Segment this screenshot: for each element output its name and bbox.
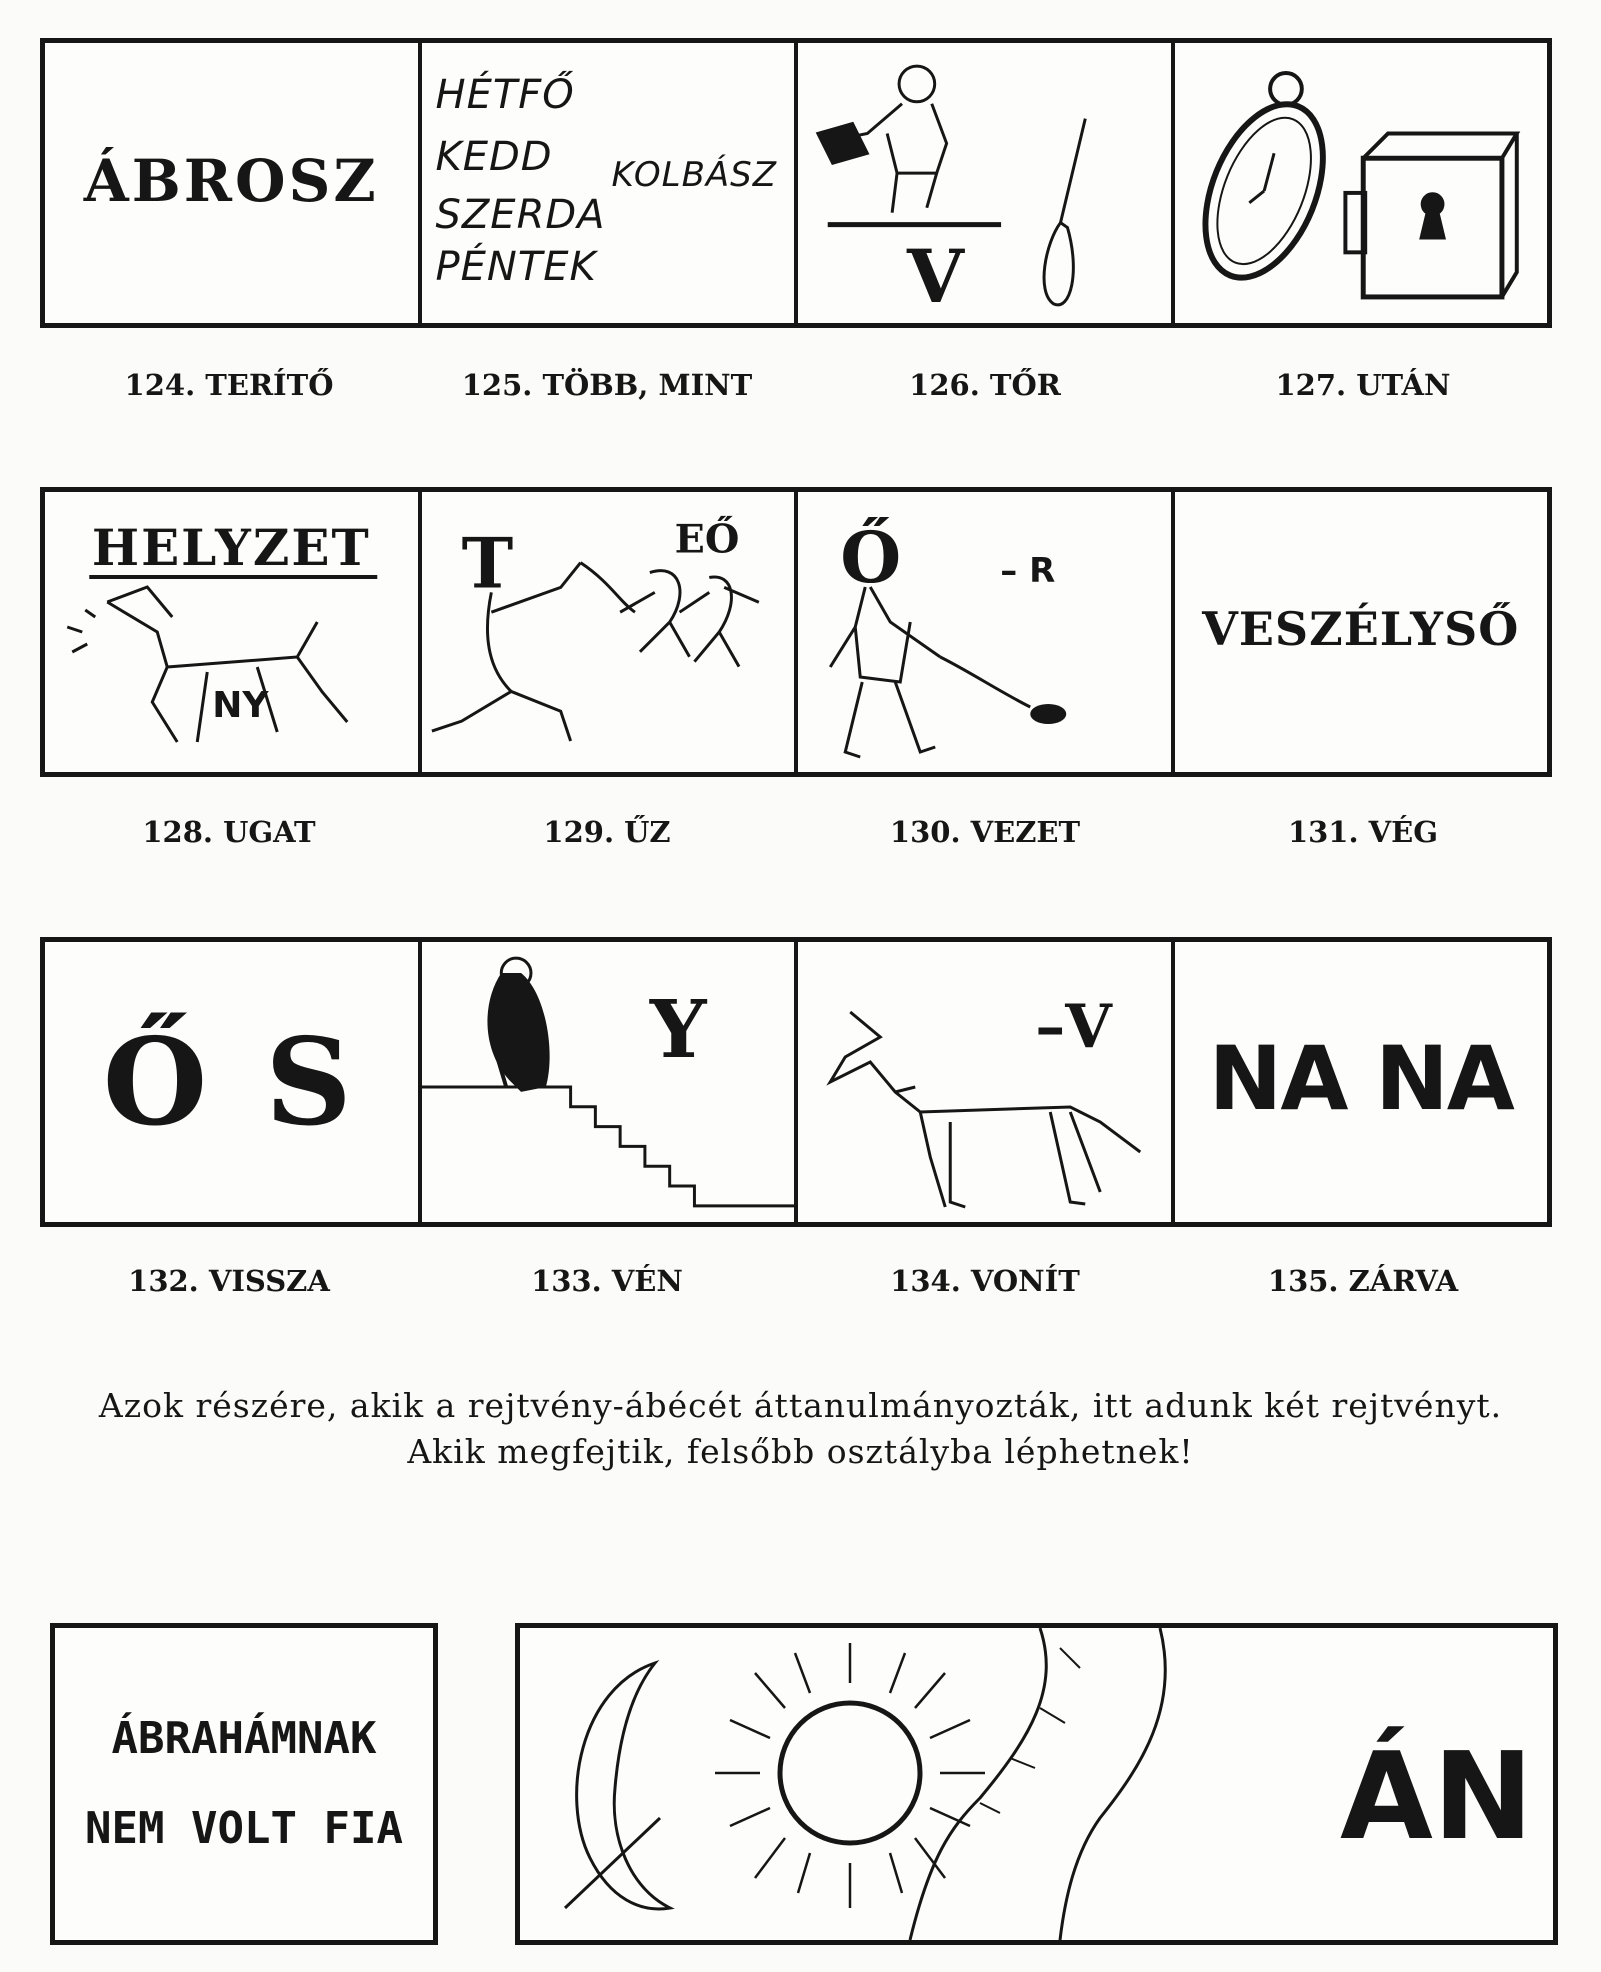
panel-veszelyso bbox=[1175, 492, 1548, 772]
captions-row-1 bbox=[40, 368, 1552, 402]
sun-icon bbox=[780, 1703, 920, 1843]
strip-row-2 bbox=[40, 487, 1552, 777]
puzzle1-line-2: NEM VOLT FIA bbox=[85, 1803, 403, 1854]
chase-big-letter: T bbox=[461, 523, 513, 605]
strip-row-3 bbox=[40, 937, 1552, 1227]
caption-130: 130. VEZET bbox=[889, 815, 1081, 849]
abrosz-text: ÁBROSZ bbox=[83, 147, 379, 215]
watch-box-drawing bbox=[1175, 43, 1548, 323]
day-3: SZERDA bbox=[435, 192, 606, 238]
puzzle1-line-1: ÁBRAHÁMNAK bbox=[111, 1713, 377, 1764]
puzzle-box-abrahamnak bbox=[50, 1623, 438, 1945]
panel-abrosz bbox=[45, 43, 422, 323]
veszelyso-text: VESZÉLYSŐ bbox=[1202, 602, 1520, 656]
caption-131: 131. VÉG bbox=[1287, 815, 1439, 849]
panel-nana bbox=[1175, 942, 1548, 1222]
chase-small-letters: EŐ bbox=[674, 516, 739, 563]
panel-days bbox=[422, 43, 799, 323]
day-4: PÉNTEK bbox=[435, 244, 597, 290]
captions-row-3 bbox=[40, 1264, 1552, 1298]
intro-line-2: Akik megfejtik, felsőbb osztályba léphetnek! bbox=[407, 1432, 1194, 1471]
os-text: Ő S bbox=[102, 1012, 360, 1153]
caption-126: 126. TŐR bbox=[909, 368, 1061, 402]
butcher-drawing bbox=[798, 43, 1171, 323]
howling-dog-drawing bbox=[798, 942, 1171, 1222]
puzzle-box-sky bbox=[515, 1623, 1558, 1945]
intro-text bbox=[0, 1383, 1601, 1475]
caption-132: 132. VISSZA bbox=[128, 1264, 330, 1298]
nana-text: NA NA bbox=[1208, 1027, 1513, 1130]
caption-124: 124. TERÍTŐ bbox=[124, 368, 334, 402]
panel-os bbox=[45, 942, 422, 1222]
stairs-letter: Y bbox=[649, 983, 706, 1077]
chase-drawing bbox=[422, 492, 795, 772]
caption-128: 128. UGAT bbox=[142, 815, 316, 849]
butcher-letter: V bbox=[906, 233, 964, 320]
puzzle2-letters: ÁN bbox=[1340, 1728, 1534, 1867]
day-2: KEDD bbox=[435, 134, 553, 180]
walking-man-letter: Ő bbox=[840, 516, 902, 599]
moon-icon bbox=[577, 1663, 670, 1909]
panel-howling-dog bbox=[798, 942, 1175, 1222]
panel-old-man-stairs bbox=[422, 942, 799, 1222]
panel-barking-dog bbox=[45, 492, 422, 772]
stairs-drawing bbox=[422, 942, 795, 1222]
panel-butcher-awl bbox=[798, 43, 1175, 323]
intro-line-1: Azok részére, akik a rejtvény-ábécét áttanulmányozták, itt adunk két rejtvényt. bbox=[98, 1386, 1503, 1425]
barking-dog-drawing bbox=[45, 492, 418, 772]
walking-man-minus: – R bbox=[1000, 551, 1056, 591]
collar-letters: NY bbox=[212, 685, 269, 726]
caption-127: 127. UTÁN bbox=[1275, 368, 1451, 402]
strip-row-1 bbox=[40, 38, 1552, 328]
panel-walking-man bbox=[798, 492, 1175, 772]
caption-125: 125. TÖBB, MINT bbox=[461, 368, 753, 402]
walking-man-drawing bbox=[798, 492, 1171, 772]
panel-chase bbox=[422, 492, 799, 772]
captions-row-2 bbox=[40, 815, 1552, 849]
kolbasz-text: KOLBÁSZ bbox=[611, 155, 778, 195]
road-icon bbox=[910, 1628, 1046, 1940]
caption-129: 129. ŰZ bbox=[543, 815, 671, 849]
helyzet-text: HELYZET bbox=[91, 518, 371, 577]
caption-135: 135. ZÁRVA bbox=[1267, 1264, 1459, 1298]
howling-dog-minus: –V bbox=[1035, 992, 1112, 1062]
caption-134: 134. VONÍT bbox=[890, 1264, 1080, 1298]
day-1: HÉTFŐ bbox=[435, 72, 575, 118]
caption-133: 133. VÉN bbox=[531, 1264, 683, 1298]
panel-watch-box bbox=[1175, 43, 1548, 323]
